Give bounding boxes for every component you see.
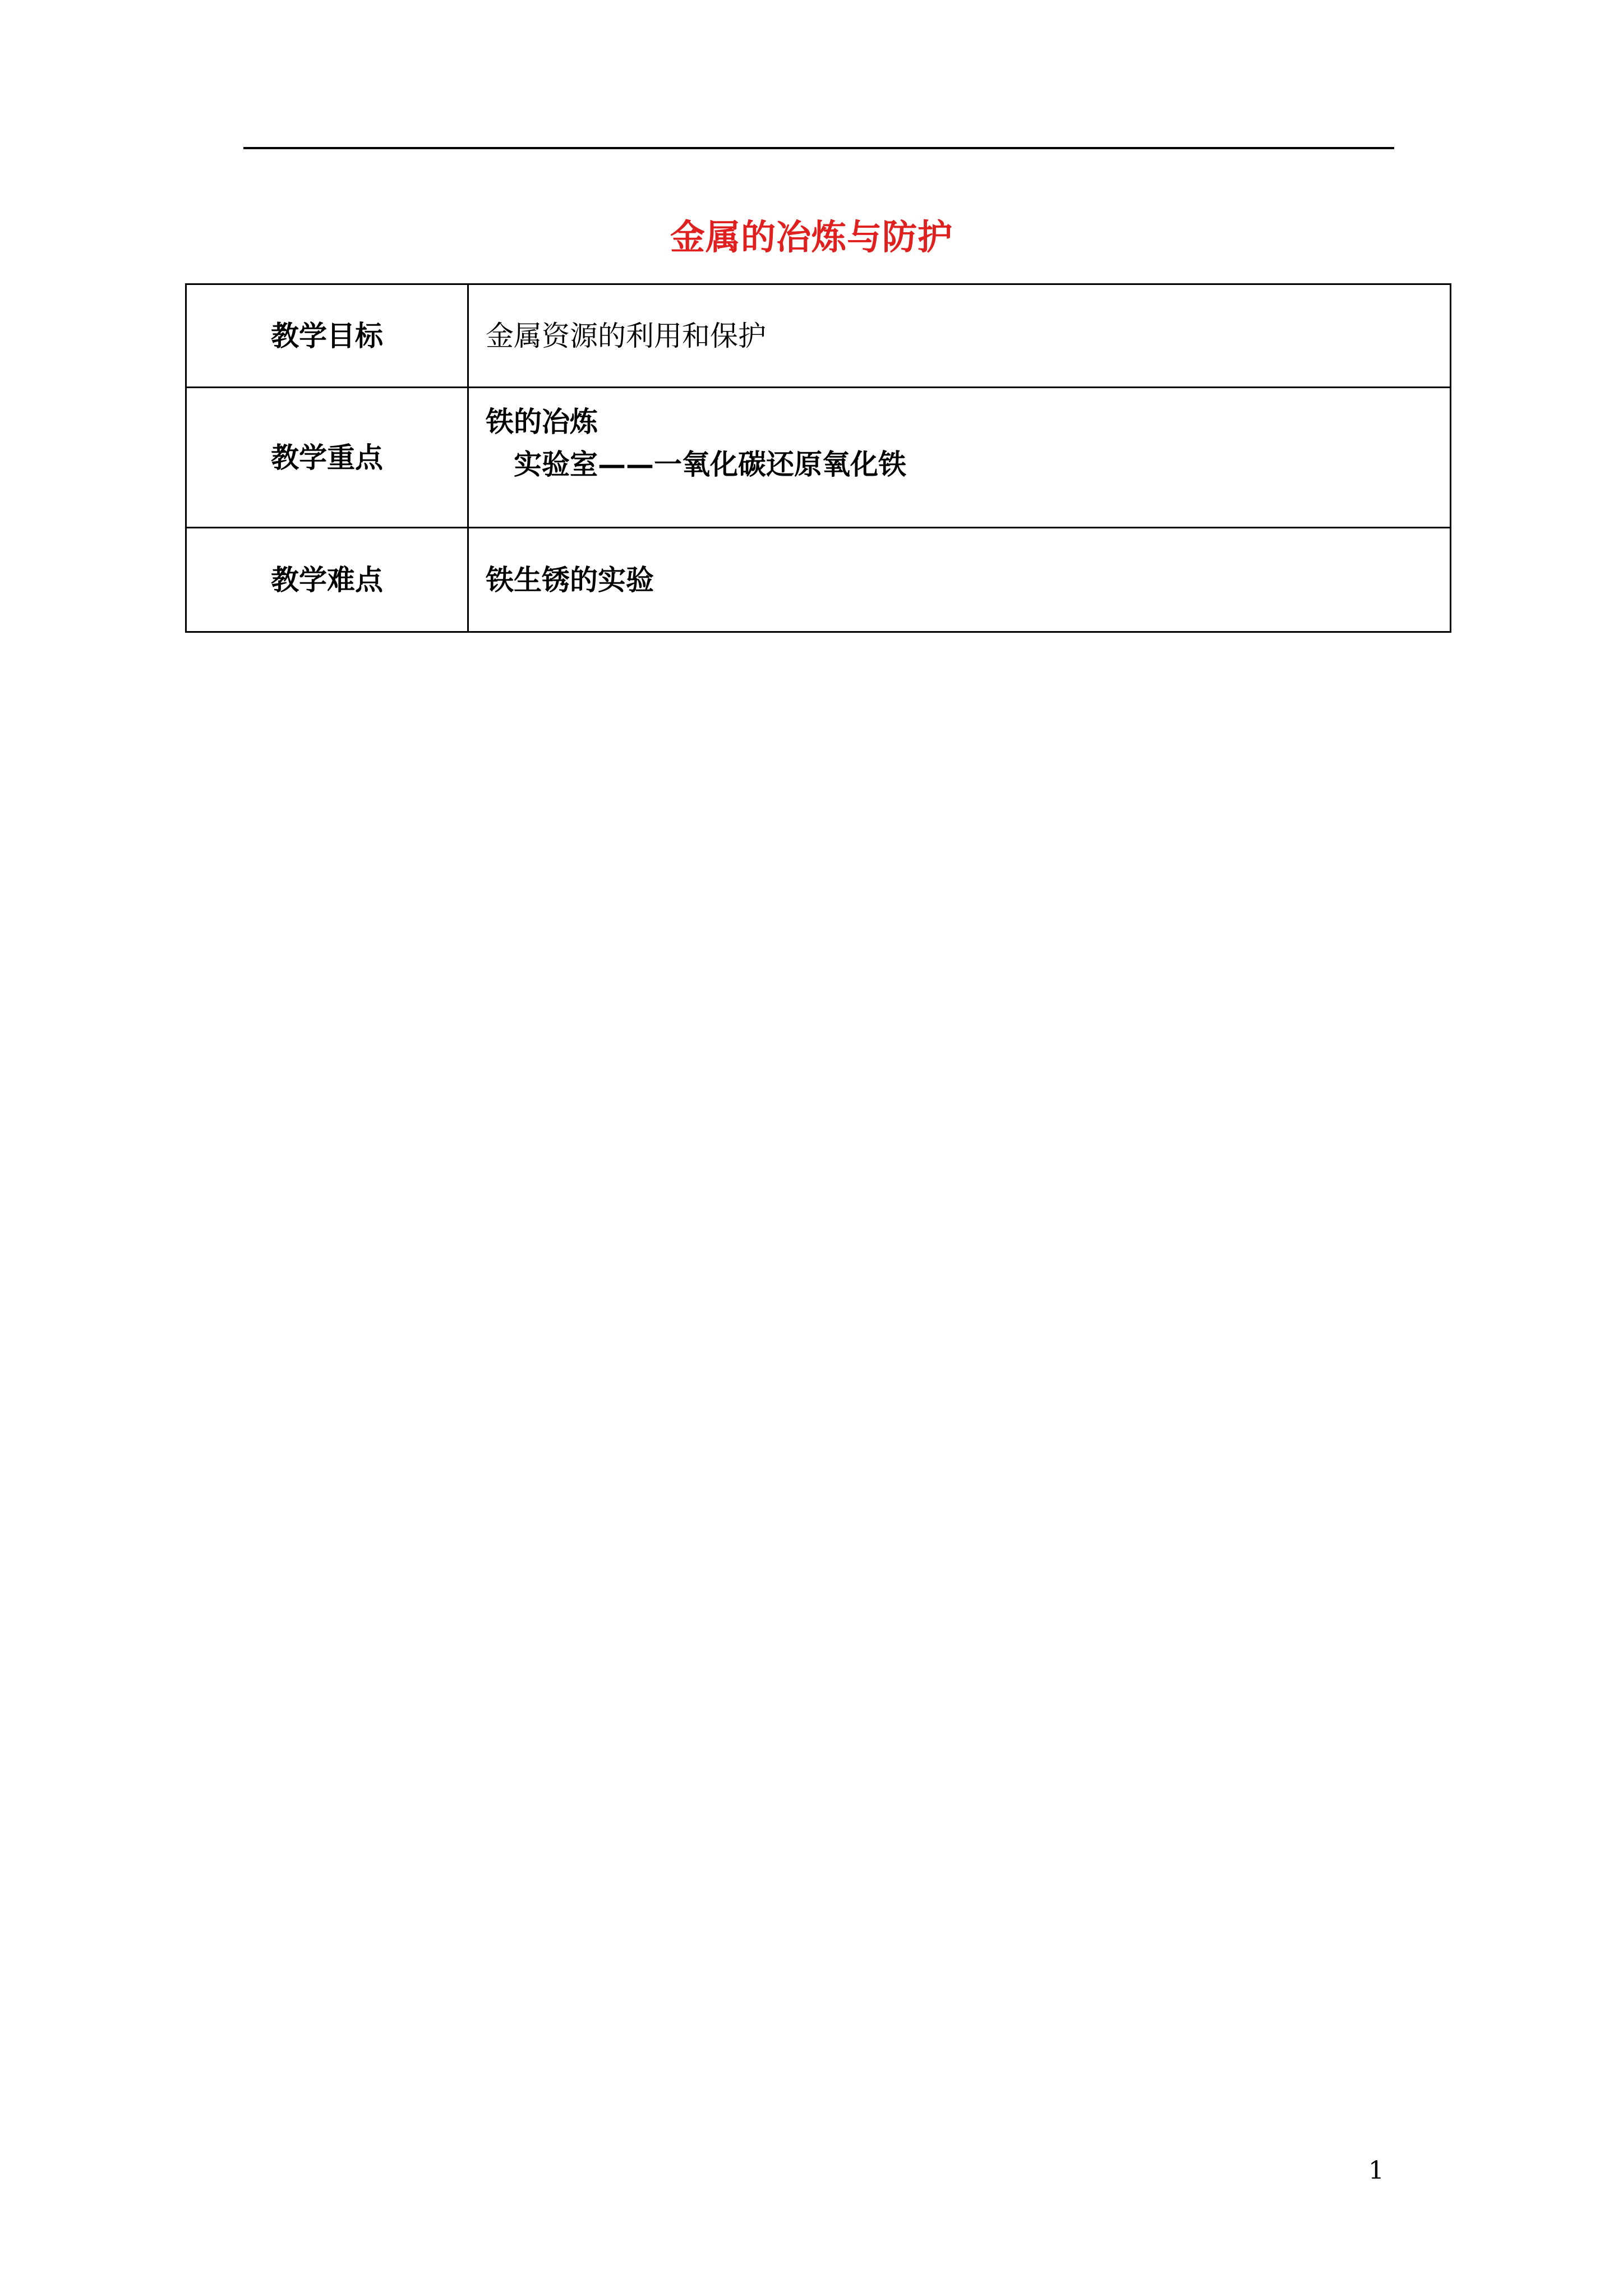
difficult-point-label: 教学难点 <box>186 528 468 632</box>
table-row-teaching-objective <box>186 284 1451 388</box>
key-point-line-1: 铁的冶炼 <box>486 404 598 438</box>
document-title: 金属的冶炼与防护 <box>670 217 953 257</box>
page-number: 1 <box>1368 2156 1384 2185</box>
key-point-content <box>468 388 1451 528</box>
key-point-label: 教学重点 <box>186 388 468 528</box>
header-rule <box>243 147 1394 149</box>
teaching-objective-content: 金属资源的利用和保护 <box>468 284 1451 388</box>
difficult-point-content: 铁生锈的实验 <box>468 528 1451 632</box>
table-row-difficult-point <box>186 528 1451 632</box>
teaching-objective-label: 教学目标 <box>186 284 468 388</box>
table-row-key-point <box>186 388 1451 528</box>
lesson-plan-table <box>185 283 1451 633</box>
key-point-line-2: 实验室——一氧化碳还原氧化铁 <box>514 447 906 481</box>
